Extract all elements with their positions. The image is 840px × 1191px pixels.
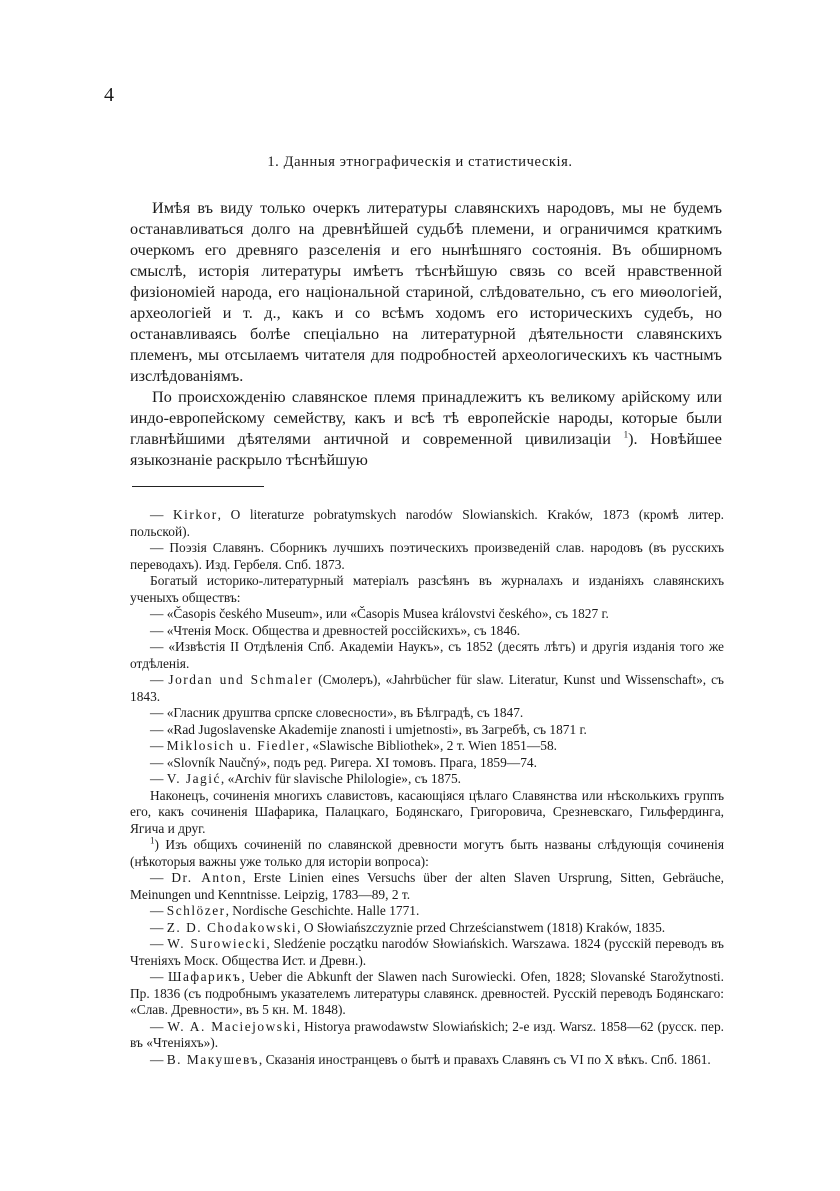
footnotes (130, 507, 724, 1068)
footnote-entry (130, 1019, 724, 1052)
author-name: Miklosich u. Fiedler (166, 738, 306, 753)
author-name: V. Jagić (166, 771, 221, 786)
entry-text: (Смолеръ), «Jahrbücher für slaw. Literatur, Kunst und Wissenschaft», съ 1843. (130, 672, 724, 704)
footnote-entry (130, 920, 724, 937)
entry-text: , Ueber die Abkunft der Slawen nach Surowiecki. Ofen, 1828; Slovanské Starožytnosti. Пр. 1836 (съ подробнымъ указателемъ литературы славянск. древностей. Русскій переводъ Бодянскаго: «Слав. Древности», въ 5 кн. М. 1848). (130, 969, 724, 1017)
footnote-entry (130, 870, 724, 903)
entry-dash: — (150, 870, 172, 885)
entry-dash: — (150, 507, 173, 522)
section-title: 1. Данныя этнографическія и статистическія. (267, 154, 573, 170)
entry-text: , «Slawische Bibliothek», 2 т. Wien 1851—58. (305, 738, 557, 753)
entry-dash: — (150, 1051, 167, 1067)
entry-dash: — (150, 936, 168, 951)
entry-dash: — (150, 969, 168, 984)
entry-text: , Erste Linien eines Versuchs über der alten Slaven Ursprung, Sitten, Gebräuche, Meinungen und Kenntnisse. Leipzig, 1783—89, 2 т. (130, 870, 724, 902)
footnote-divider (132, 486, 264, 487)
entry-text: ) Изъ общихъ сочиненій по славянской древности могутъ быть названы слѣдующія сочиненія (нѣкоторыя важны уже только для исторіи вопроса): (130, 837, 724, 869)
footnote-entry (130, 507, 724, 540)
footnote-entry (130, 903, 724, 920)
entry-dash: — (150, 1018, 168, 1034)
footnote-entry: — «Гласник друштва српске словесности», въ Бѣлградѣ, съ 1847. (150, 705, 524, 720)
footnote-entry (130, 771, 724, 788)
footnote-entry: — «Časopis českého Museum», или «Časopis Musea královstvi českého», съ 1827 г. (150, 606, 609, 621)
main-text (130, 198, 722, 471)
entry-dash: — (150, 672, 169, 687)
footnote-marker: 1 (623, 429, 629, 440)
footnote-entry (130, 837, 724, 870)
footnote-entry (130, 969, 724, 1019)
entry-dash: — (150, 771, 167, 786)
entry-dash: — (150, 903, 167, 918)
footnote-entry (130, 672, 724, 705)
footnote-entry: — «Rad Jugoslavenske Akademije znanosti i umjetnosti», въ Загребѣ, съ 1871 г. (150, 721, 587, 737)
paragraph-text: ). Новѣйшее языкознаніе раскрыло тѣснѣйшую (130, 430, 722, 469)
paragraph (130, 387, 722, 471)
entry-text: , Sledźenie początku narodów Słowiańskich. Warszawa. 1824 (русскій переводъ въ Чтеніяхъ Моск. Общества Ист. и Древн.). (130, 936, 724, 968)
author-name: Schlözer (166, 903, 226, 918)
entry-dash: — (150, 738, 167, 753)
author-name: W. A. Maciejowski (167, 1018, 297, 1034)
footnote-entry: Наконецъ, сочиненія многихъ славистовъ, касающіяся цѣлаго Славянства или нѣсколькихъ группъ его, какъ сочиненія Шафарика, Палацкаго, Бодянскаго, Григоровича, Срезневскаго, Гильфердинга, Ягича и друг. (130, 787, 724, 836)
author-name: Jordan und Schmaler (168, 672, 314, 687)
entry-text: , O literaturze pobratymskych narodów Slowianskich. Kraków, 1873 (кромѣ литер. польской). (130, 507, 724, 539)
footnote-entry (130, 738, 724, 755)
footnote-entry: — «Slovník Naučný», подъ ред. Ригера. XI томовъ. Прага, 1859—74. (150, 754, 537, 770)
author-name: W. Surowiecki (167, 936, 267, 951)
author-name: Z. D. Chodakowski (166, 919, 298, 935)
footnote-entry: — Поэзія Славянъ. Сборникъ лучшихъ поэтическихъ произведеній слав. народовъ (въ русскихъ переводахъ). Изд. Гербеля. Спб. 1873. (130, 540, 724, 572)
author-name: Kirkor (172, 507, 218, 522)
entry-dash: — (150, 919, 167, 935)
footnote-entry (130, 936, 724, 969)
entry-text: , «Archiv für slavische Philologie», съ 1875. (220, 771, 462, 786)
footnote-entry: — «Чтенія Моск. Общества и древностей россійскихъ», съ 1846. (150, 622, 521, 638)
footnote-marker: 1 (150, 835, 155, 846)
footnote-entry (130, 1052, 724, 1069)
entry-text: , Historya prawodawstw Slowiańskich; 2-е изд. Warsz. 1858—62 (русск. пер. въ «Чтеніяхъ»). (130, 1018, 724, 1050)
footnote-entry: Богатый историко-литературный матеріалъ разсѣянъ въ журналахъ и изданіяхъ славянскихъ ученыхъ обществъ: (130, 573, 724, 605)
entry-text: , Nordische Geschichte. Halle 1771. (225, 903, 420, 918)
author-name: Dr. Anton (171, 870, 243, 885)
author-name: Шафарикъ (167, 969, 242, 984)
author-name: В. Макушевъ (166, 1051, 259, 1067)
entry-text: , Сказанія иностранцевъ о бытѣ и правахъ Славянъ съ VI по X вѣкъ. Спб. 1861. (258, 1051, 711, 1067)
paragraph-text: По происхожденію славянское племя принадлежитъ къ великому арійскому или индо-европейскому семейству, какъ и всѣ тѣ европейскіе народы, которые были главнѣйшими дѣятелями античной и современной цивилизаціи (130, 388, 722, 448)
paragraph: Имѣя въ виду только очеркъ литературы славянскихъ народовъ, мы не будемъ останавливаться долго на древнѣйшей судьбѣ племени, и ограничимся краткимъ очеркомъ его древняго разселенія и его нынѣшняго состоянія. Въ обширномъ смыслѣ, исторія литературы имѣетъ тѣснѣйшую связь со всей нравственной физіономіей народа, его національной стариной, слѣдовательно, съ его миѳологіей, археологіей и т. д., какъ и со всѣмъ ходомъ его историческихъ судебъ, но останавливаясь болѣе спеціально на литературной дѣятельности славянскихъ племенъ, мы отсылаемъ читателя для подробностей археологическихъ къ частнымъ изслѣдованіямъ. (130, 199, 722, 385)
page-number: 4 (104, 84, 114, 106)
footnote-entry: — «Извѣстія II Отдѣленія Спб. Академіи Наукъ», съ 1852 (десять лѣтъ) и другія изданія того же отдѣленія. (130, 639, 724, 671)
entry-text: , O Słowiańszczyznie przed Chrześcianstwem (1818) Kraków, 1835. (297, 919, 666, 935)
